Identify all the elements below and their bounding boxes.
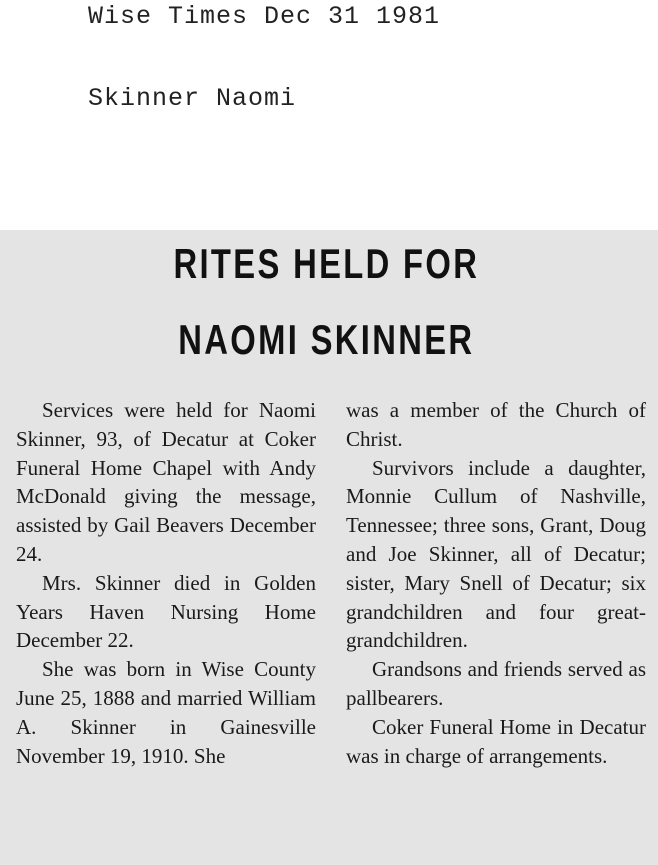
headline-line-2: NAOMI SKINNER [178,316,475,363]
paragraph-survivors: Survivors include a daughter, Monnie Cullum of Nashville, Tennessee; three sons, Grant, Doug and Joe Skinner, all of Decatur; sister, Mary Snell of Decatur; six grandchildren and four great-grandchildren. [346,455,646,653]
article-column-left [16,396,316,770]
paragraph-church: was a member of the Church of Christ. [346,398,646,451]
headline-line-1: RITES HELD FOR [173,240,480,287]
paragraph-pallbearers: Grandsons and friends served as pallbearers. [346,657,646,710]
paragraph-death: Mrs. Skinner died in Golden Years Haven Nursing Home December 22. [16,570,316,653]
typed-date-header: Wise Times Dec 31 1981 [88,2,441,31]
typed-name-label: Skinner Naomi [88,84,297,113]
paragraph-arrangements: Coker Funeral Home in Decatur was in charge of arrangements. [346,714,646,768]
newspaper-clipping [0,230,658,865]
paragraph-services: Services were held for Naomi Skinner, 93, of Decatur at Coker Funeral Home Chapel with Andy McDonald giving the message, assisted by Gail Beavers December 24. [16,398,316,566]
article-column-right [346,396,646,770]
paragraph-birth: She was born in Wise County June 25, 1888 and married William A. Skinner in Gainesville November 19, 1910. She [16,657,316,768]
